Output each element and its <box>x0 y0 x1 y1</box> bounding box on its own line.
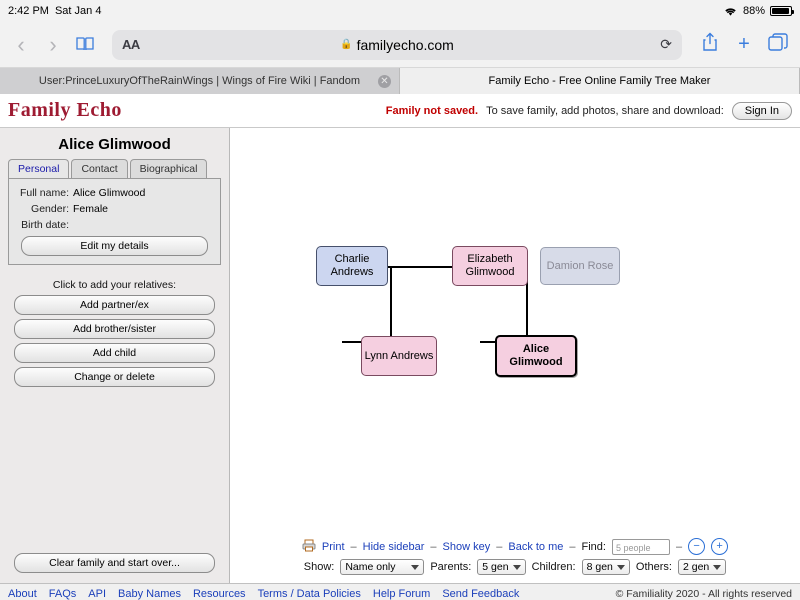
find-label: Find: <box>581 540 606 553</box>
battery-icon <box>770 6 792 16</box>
book-icon[interactable] <box>74 34 96 56</box>
edit-my-details-button[interactable]: Edit my details <box>21 236 208 256</box>
copyright-text: © Familiality 2020 - All rights reserved <box>615 588 792 600</box>
field-label: Full name: <box>19 187 69 199</box>
status-time: 2:42 PM <box>8 5 49 17</box>
tab-personal[interactable]: Personal <box>8 159 69 178</box>
sidebar <box>0 128 230 583</box>
save-note: To save family, add photos, share and download: <box>486 104 724 117</box>
tree-node-charlie-andrews[interactable] <box>316 246 388 286</box>
node-label: Charlie Andrews <box>330 253 374 278</box>
field-value: Alice Glimwood <box>73 187 146 199</box>
field-label: Gender: <box>31 203 69 215</box>
show-label: Show: <box>303 561 335 573</box>
field-full-name <box>15 187 214 199</box>
printer-icon[interactable] <box>302 539 316 555</box>
plus-icon[interactable]: + <box>738 33 750 55</box>
separator: – <box>569 540 576 553</box>
tab-family-echo[interactable] <box>400 68 800 94</box>
others-label: Others: <box>635 561 672 573</box>
tab-title: Family Echo - Free Online Family Tree Maker <box>488 75 711 87</box>
family-tree-canvas[interactable] <box>230 128 800 583</box>
wifi-icon <box>723 6 738 17</box>
back-to-me-link[interactable]: Back to me <box>508 540 564 553</box>
separator: – <box>675 540 683 553</box>
back-icon[interactable]: ‹ <box>17 31 25 57</box>
node-label: Alice Glimwood <box>509 343 563 368</box>
separator: – <box>350 540 357 553</box>
zoom-out-icon[interactable]: − <box>688 538 705 555</box>
relative-buttons <box>0 295 229 387</box>
add-child-button[interactable]: Add child <box>14 343 215 363</box>
node-label: Elizabeth Glimwood <box>465 253 515 278</box>
page-title: Alice Glimwood <box>58 136 171 153</box>
footer-link-baby-names[interactable]: Baby Names <box>118 588 181 600</box>
add-partner-button[interactable]: Add partner/ex <box>14 295 215 315</box>
separator: – <box>430 540 437 553</box>
change-or-delete-button[interactable]: Change or delete <box>14 367 215 387</box>
tab-bar <box>0 68 800 94</box>
footer-link-faqs[interactable]: FAQs <box>48 588 77 600</box>
others-select[interactable]: 2 gen <box>678 559 726 575</box>
sign-in-button[interactable]: Sign In <box>732 102 792 120</box>
connector-child-lynn <box>390 266 392 341</box>
close-icon[interactable]: ✕ <box>378 75 391 88</box>
parents-label: Parents: <box>430 561 472 573</box>
children-select[interactable]: 8 gen <box>582 559 630 575</box>
footer-link-terms[interactable]: Terms / Data Policies <box>257 588 361 600</box>
print-link[interactable]: Print <box>321 540 345 553</box>
familyecho-logo[interactable]: Family Echo <box>8 99 122 121</box>
field-value: Female <box>73 203 109 215</box>
field-birth-date <box>15 219 214 231</box>
footer-link-help-forum[interactable]: Help Forum <box>372 588 431 600</box>
footer-link-resources[interactable]: Resources <box>192 588 246 600</box>
tree-links-row <box>230 536 800 557</box>
relatives-heading: Click to add your relatives: <box>52 279 177 291</box>
show-select[interactable]: Name only <box>340 559 424 575</box>
tab-biographical[interactable]: Biographical <box>130 159 208 178</box>
tab-wings-of-fire-wiki[interactable] <box>0 68 400 94</box>
tree-node-alice-glimwood[interactable] <box>495 335 577 377</box>
status-date: Sat Jan 4 <box>54 5 102 17</box>
parents-select[interactable]: 5 gen <box>477 559 525 575</box>
field-gender <box>15 203 214 215</box>
tree-node-lynn-andrews[interactable] <box>361 336 437 376</box>
forward-icon[interactable]: › <box>49 31 57 57</box>
site-header <box>0 94 800 128</box>
search-input[interactable]: 5 people <box>612 539 670 555</box>
clear-family-button[interactable]: Clear family and start over... <box>14 553 215 573</box>
tab-contact[interactable]: Contact <box>71 159 127 178</box>
share-icon[interactable] <box>698 32 722 58</box>
tabs-icon[interactable] <box>766 33 790 57</box>
show-key-link[interactable]: Show key <box>442 540 491 553</box>
page-footer <box>0 583 800 600</box>
footer-link-send-feedback[interactable]: Send Feedback <box>442 588 520 600</box>
page-content <box>0 128 800 583</box>
separator: – <box>496 540 503 553</box>
tree-options-row <box>230 557 800 577</box>
reload-icon[interactable]: ⟳ <box>660 36 672 52</box>
battery-percent: 88% <box>742 5 765 17</box>
personal-panel <box>8 178 221 265</box>
url-text: familyecho.com <box>356 36 454 53</box>
footer-link-api[interactable]: API <box>88 588 106 600</box>
not-saved-status: Family not saved. <box>385 104 479 117</box>
footer-link-about[interactable]: About <box>8 588 37 600</box>
ios-status-bar <box>0 0 800 22</box>
tree-node-elizabeth-glimwood[interactable] <box>452 246 528 286</box>
node-label: Damion Rose <box>546 259 614 272</box>
lock-icon: 🔒 <box>340 39 353 50</box>
hide-sidebar-link[interactable]: Hide sidebar <box>362 540 425 553</box>
browser-toolbar <box>0 22 800 68</box>
node-label: Lynn Andrews <box>364 349 434 362</box>
tab-title: User:PrinceLuxuryOfTheRainWings | Wings of Fire Wiki | Fandom <box>38 75 361 87</box>
clear-family-container <box>14 548 215 573</box>
zoom-in-icon[interactable]: + <box>711 538 728 555</box>
address-bar[interactable] <box>112 30 682 60</box>
tree-controls <box>230 532 800 583</box>
children-label: Children: <box>531 561 576 573</box>
add-sibling-button[interactable]: Add brother/sister <box>14 319 215 339</box>
tree-node-damion-rose[interactable] <box>540 247 620 285</box>
sidebar-tabs <box>0 159 229 178</box>
reader-size-button[interactable]: AA <box>122 37 140 52</box>
field-label: Birth date: <box>21 219 69 231</box>
